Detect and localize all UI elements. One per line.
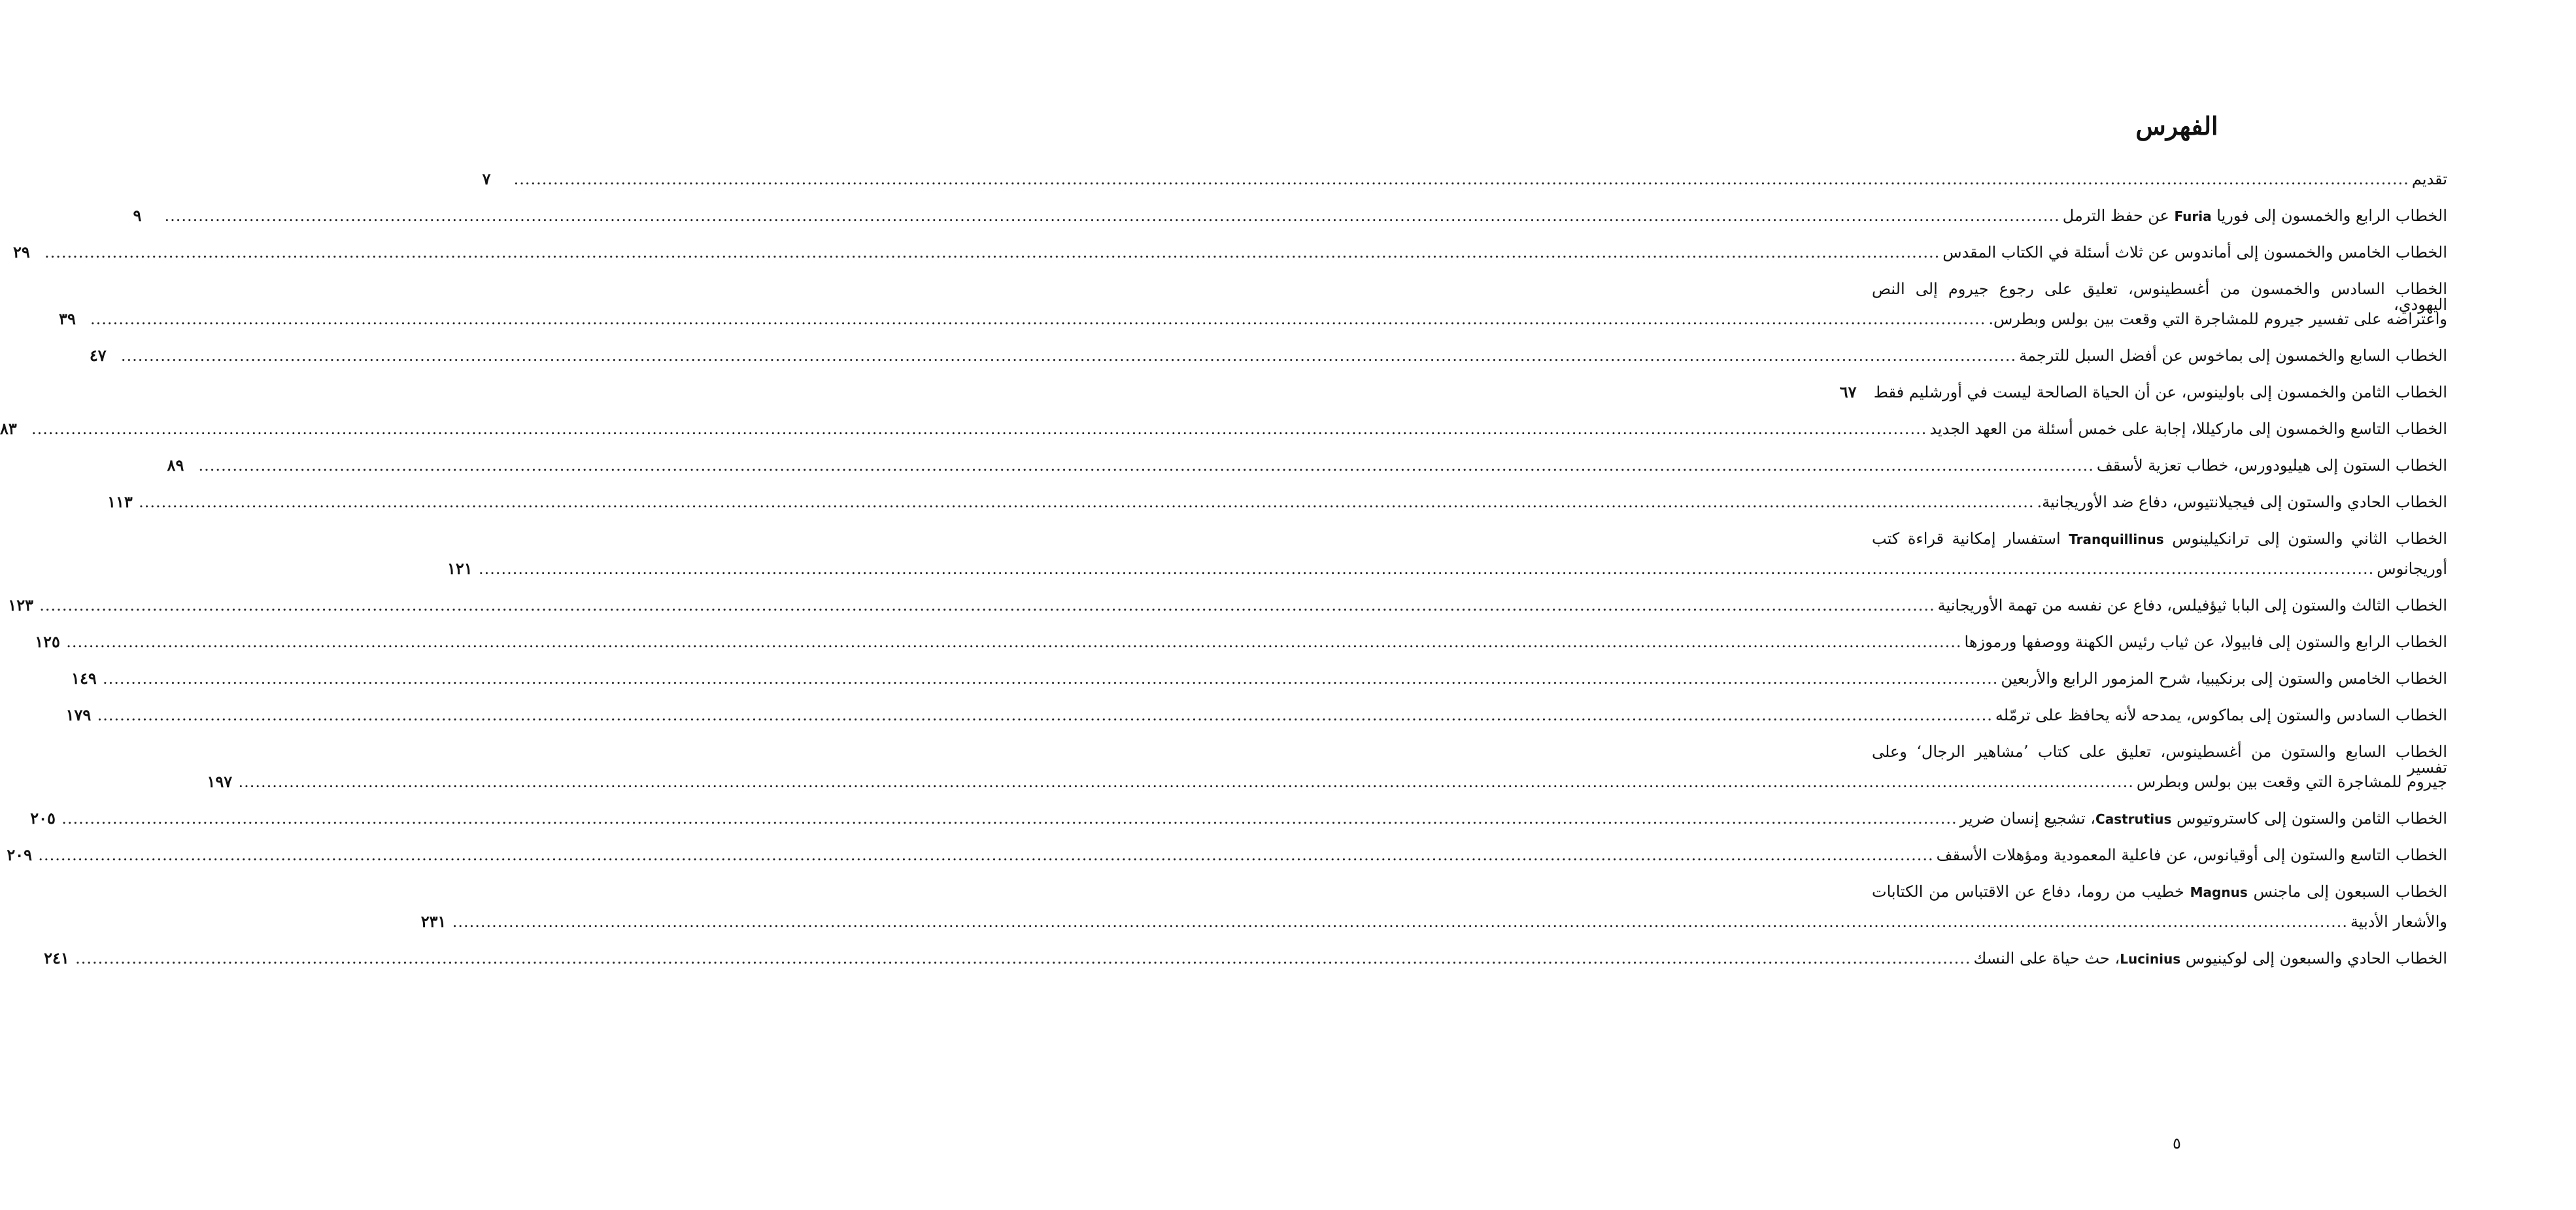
- latin-name: Furia: [2174, 209, 2212, 224]
- toc-entry-page: ٢٩: [12, 243, 30, 261]
- toc-entry-page: ٢٤١: [44, 949, 69, 967]
- toc-entry-page: ٩: [133, 206, 142, 225]
- page-number: ٥: [2173, 1134, 2181, 1152]
- leader-dots: [44, 244, 1940, 260]
- toc-entry[interactable]: [167, 456, 2447, 477]
- leader-dots: [103, 671, 1998, 686]
- toc-entry[interactable]: [107, 492, 2447, 514]
- toc-entry-title: الخطاب الحادي والستون إلى فيجيلانتيوس، دفاع ضد الأوريجانية.: [2037, 493, 2447, 511]
- toc-entry-page: ١٤٩: [71, 669, 97, 688]
- toc-entry[interactable]: [447, 529, 2448, 580]
- toc-entry[interactable]: [59, 280, 2447, 331]
- leader-dots: [66, 634, 1961, 650]
- toc-entry-page: ٨٣: [0, 419, 17, 438]
- toc-entry-title-line1: الخطاب الثاني والستون إلى ترانكيلينوس Tranquillinus استفسار إمكانية قراءة كتب: [1872, 529, 2448, 548]
- leader-dots: [139, 494, 2034, 510]
- toc-entry-title-line1: الخطاب السبعون إلى ماجنس Magnus خطيب من روما، دفاع عن الاقتباس من الكتابات: [1872, 882, 2447, 901]
- toc-entry-page: ٣٩: [59, 309, 76, 328]
- toc-entry-page: ٢٠٩: [7, 845, 33, 864]
- toc-entry-title: الخطاب الرابع والستون إلى فابيولا، عن ثياب رئيس الكهنة ووصفها ورموزها: [1964, 633, 2447, 651]
- toc-entry[interactable]: [133, 206, 2447, 227]
- toc-entry-title-line2: والأشعار الأدبية: [2350, 913, 2447, 931]
- toc-entry[interactable]: [207, 743, 2447, 794]
- latin-name: Magnus: [2190, 884, 2248, 900]
- leader-dots: [39, 597, 1935, 613]
- toc-entry[interactable]: [1839, 382, 2447, 404]
- leader-dots: [38, 847, 1933, 863]
- toc-entry-page: ٨٩: [167, 456, 184, 475]
- toc-entry[interactable]: [7, 845, 2447, 867]
- leader-dots: [164, 208, 2059, 224]
- toc-entry[interactable]: [0, 419, 2447, 441]
- toc-entry-title: الخطاب الثامن والستون إلى كاستروتيوس Castrutius، تشجيع إنسان ضرير: [1959, 809, 2447, 828]
- leader-dots: [31, 421, 1927, 437]
- toc-entry-title: الخطاب السادس والستون إلى بماكوس، يمدحه لأنه يحافظ على ترمّله: [1995, 706, 2447, 724]
- toc-entry[interactable]: [44, 949, 2447, 970]
- toc-entry-title: الخطاب الثامن والخمسون إلى باولينوس، عن أن الحياة الصالحة ليست في أورشليم فقط: [1873, 383, 2447, 401]
- toc-entry-page: ٢٠٥: [30, 809, 56, 828]
- toc-entry-title: الخطاب الثالث والستون إلى البابا ثيؤفيلس، دفاع عن نفسه من تهمة الأوريجانية: [1937, 596, 2447, 614]
- toc-entry-page: ١٢٣: [8, 596, 33, 614]
- toc-entry[interactable]: [65, 705, 2447, 727]
- toc-entry-title: الخطاب الحادي والسبعون إلى لوكينيوس Lucinius، حث حياة على النسك: [1973, 949, 2447, 967]
- toc-entry-page: ٤٧: [89, 346, 107, 365]
- toc-entry[interactable]: [71, 669, 2447, 690]
- toc-entry-page: ٦٧: [1839, 382, 1857, 401]
- toc-entry-page: ١١٣: [107, 492, 133, 511]
- toc-entry-title: الخطاب الرابع والخمسون إلى فوريا Furia عن حفظ الترمل: [2062, 207, 2447, 225]
- leader-dots: [239, 774, 2134, 790]
- page-title: الفهرس: [2135, 111, 2218, 141]
- latin-name: Tranquillinus: [2069, 531, 2164, 547]
- leader-dots: [90, 311, 1986, 327]
- toc-entry-page: ١٢١: [447, 559, 473, 578]
- toc-entry-title: الخطاب السابع والخمسون إلى بماخوس عن أفضل السبل للترجمة: [2019, 346, 2447, 365]
- latin-name: Castrutius: [2095, 811, 2172, 827]
- toc-entry-title: الخطاب الخامس والخمسون إلى أماندوس عن ثلاث أسئلة في الكتاب المقدس: [1942, 243, 2447, 261]
- toc-entry-page: ٢٣١: [420, 912, 447, 931]
- leader-dots: [452, 914, 2348, 930]
- toc-entry[interactable]: [12, 243, 2447, 264]
- toc-entry-page: ١٩٧: [207, 772, 233, 791]
- toc-entry[interactable]: [89, 346, 2447, 367]
- toc-entry-title: الخطاب الخامس والستون إلى برنكيبيا، شرح المزمور الرابع والأربعين: [2001, 669, 2447, 688]
- leader-dots: [121, 348, 2016, 363]
- latin-name: Lucinius: [2120, 951, 2181, 967]
- toc-entry-title: الخطاب التاسع والستون إلى أوقيانوس، عن فاعلية المعمودية ومؤهلات الأسقف: [1936, 846, 2447, 864]
- toc-entry[interactable]: [35, 632, 2447, 654]
- leader-dots: [75, 950, 1971, 966]
- leader-dots: [199, 458, 2094, 473]
- leader-dots: [97, 707, 1993, 723]
- toc-entry-page: ٧: [482, 169, 491, 188]
- toc-entry-title-line2: أوريجانوس: [2377, 560, 2447, 578]
- toc-entry-title: الخطاب الستون إلى هيليودورس، خطاب تعزية لأسقف: [2096, 456, 2447, 475]
- toc-entry-page: ١٢٥: [35, 632, 60, 651]
- toc-entry[interactable]: [8, 596, 2447, 617]
- toc-entry[interactable]: [482, 169, 2447, 191]
- leader-dots: [479, 561, 2374, 577]
- toc-entry[interactable]: [420, 882, 2447, 933]
- toc-entry-title-line1: الخطاب السابع والستون من أغسطينوس، تعليق على كتاب ’مشاهير الرجال‘ وعلى تفسير: [1872, 743, 2447, 777]
- toc-entry-title: تقديم: [2411, 170, 2447, 188]
- toc-entry-title: الخطاب التاسع والخمسون إلى ماركيللا، إجابة على خمس أسئلة من العهد الجديد: [1929, 420, 2447, 438]
- toc-entry-title-line2: جيروم للمشاجرة التي وقعت بين بولس وبطرس: [2136, 773, 2447, 791]
- toc-entry[interactable]: [30, 809, 2447, 830]
- toc-entry-title-line2: واعتراضه على تفسير جيروم للمشاجرة التي وقعت بين بولس وبطرس.: [1988, 310, 2447, 328]
- toc-entry-title-line1: الخطاب السادس والخمسون من أغسطينوس، تعليق على رجوع جيروم إلى النص اليهودي،: [1872, 280, 2447, 314]
- toc-entry-page: ١٧٩: [65, 705, 92, 724]
- leader-dots: [61, 811, 1957, 826]
- leader-dots: [514, 171, 2409, 187]
